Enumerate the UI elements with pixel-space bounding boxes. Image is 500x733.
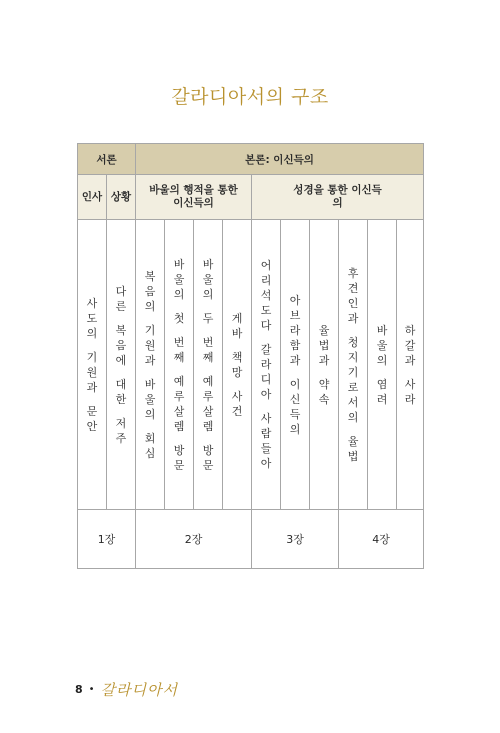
vertical-word: 두 [202, 311, 214, 325]
vertical-word: 번째 [202, 335, 214, 364]
vertical-word: 첫 [173, 311, 185, 325]
vertical-word: 바울의 [376, 323, 388, 367]
page-number: 8 [75, 683, 83, 696]
chapter-cell: 1장 [78, 510, 136, 569]
chapter-cell: 3장 [252, 510, 339, 569]
structure-column-cell [252, 220, 281, 510]
structure-column-cell [368, 220, 397, 510]
vertical-word: 염려 [376, 377, 388, 406]
footer-separator: • [88, 684, 95, 695]
vertical-word: 다른 [115, 284, 127, 313]
paul-section-title: 바울의 행적을 통한 이신득의 [149, 184, 238, 209]
vertical-word: 아브라함과 [289, 293, 301, 367]
vertical-word: 복음에 [115, 323, 127, 367]
vertical-word: 저주 [115, 416, 127, 445]
vertical-word: 이신득의 [289, 377, 301, 436]
structure-column-cell [339, 220, 368, 510]
vertical-word: 하갈과 [404, 323, 416, 367]
page-footer [75, 679, 178, 700]
vertical-word: 책망 [231, 350, 243, 379]
structure-column-cell [107, 220, 136, 510]
structure-column-cell [78, 220, 107, 510]
vertical-word: 후견인과 [347, 266, 359, 325]
vertical-word: 대한 [115, 377, 127, 406]
preface-header: 서론 [78, 144, 136, 175]
structure-column-cell [194, 220, 223, 510]
vertical-word: 갈라디아 [260, 343, 272, 401]
vertical-word: 어리석도다 [260, 259, 272, 332]
vertical-word: 방문 [173, 443, 185, 472]
vertical-word: 예루살렘 [202, 374, 214, 433]
vertical-word: 약속 [318, 377, 330, 406]
structure-column-cell [281, 220, 310, 510]
vertical-word: 바울의 [144, 377, 156, 421]
structure-table [77, 143, 424, 569]
chapter-cell: 2장 [136, 510, 252, 569]
vertical-word: 번째 [173, 335, 185, 364]
vertical-word: 사도의 [86, 296, 98, 340]
vertical-word: 문안 [86, 404, 98, 433]
scripture-section-header [252, 175, 424, 220]
situation-header: 상황 [107, 175, 136, 220]
vertical-word: 예루살렘 [173, 374, 185, 433]
vertical-word: 게바 [231, 311, 243, 340]
vertical-word: 청지기로서의 [347, 335, 359, 424]
vertical-word: 바울의 [173, 257, 185, 301]
main-body-header: 본론: 이신득의 [136, 144, 424, 175]
structure-column-cell [165, 220, 194, 510]
scripture-section-title: 성경을 통한 이신득의 [293, 184, 382, 209]
structure-column-cell [310, 220, 339, 510]
page-title: 갈라디아서의 구조 [171, 86, 329, 108]
vertical-word: 방문 [202, 443, 214, 472]
vertical-word: 사건 [231, 389, 243, 418]
structure-column-cell [397, 220, 424, 510]
vertical-word: 회심 [144, 431, 156, 460]
book-logo: 갈라디아서 [100, 681, 179, 699]
vertical-word: 율법 [347, 434, 359, 463]
vertical-word: 복음의 [144, 269, 156, 313]
vertical-word: 기원과 [144, 323, 156, 367]
vertical-word: 율법과 [318, 323, 330, 367]
paul-section-header [136, 175, 252, 220]
vertical-word: 사라 [404, 377, 416, 406]
vertical-word: 기원과 [86, 350, 98, 394]
structure-column-cell [136, 220, 165, 510]
structure-column-cell [223, 220, 252, 510]
greeting-header: 인사 [78, 175, 107, 220]
vertical-word: 사람들아 [260, 412, 272, 470]
vertical-word: 바울의 [202, 257, 214, 301]
chapter-cell: 4장 [339, 510, 424, 569]
